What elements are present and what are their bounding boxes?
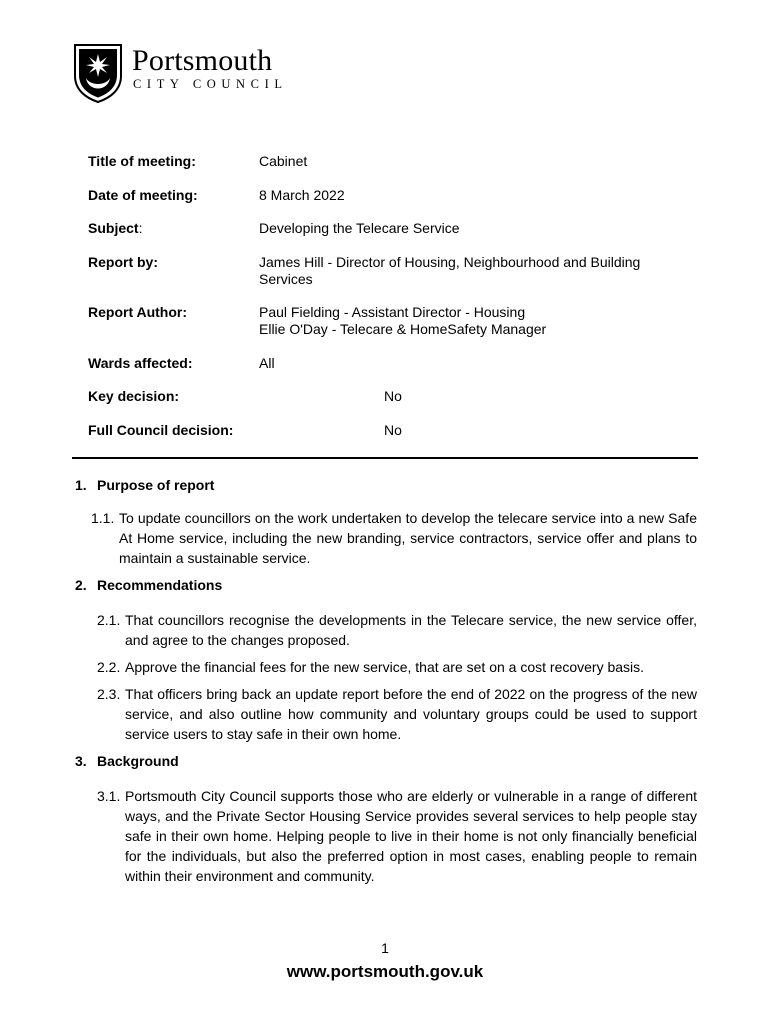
paragraph-text: Approve the financial fees for the new service, that are set on a cost recovery basis. [125,659,645,675]
paragraph-text: To update councillors on the work undertaken to develop the telecare service into a new Safe At Home service, including the new branding, service contractors, service offer and plans to maintain a sustainable service. [119,510,697,566]
date-label: Date of meeting: [88,187,198,203]
paragraph-text: That councillors recognise the developments in the Telecare service, the new service offer, and agree to the changes proposed. [125,612,697,648]
logo-name: Portsmouth [132,44,273,77]
wards-value: All [259,355,275,371]
report-by-line-2: Services [259,271,313,287]
title-value: Cabinet [259,153,308,169]
subject-label-text: Subject [88,220,139,236]
paragraph-number: 2.1. [97,612,121,628]
date-value: 8 March 2022 [259,187,345,203]
paragraph-2-2 [97,657,705,677]
paragraph-2-3 [97,684,697,744]
subject-label [88,220,142,237]
report-author-line-2: Ellie O'Day - Telecare & HomeSafety Manager [259,321,547,337]
key-decision-value: No [384,388,402,404]
paragraph-3-1 [97,786,697,886]
report-by-label: Report by: [88,254,158,270]
section-number: 3. [75,753,87,769]
paragraph-number: 3.1. [97,788,121,804]
portsmouth-crest-icon [72,42,124,104]
section-heading-purpose [75,477,214,493]
paragraph-number: 2.2. [97,659,121,675]
section-heading-recommendations [75,577,222,593]
paragraph-2-1 [97,610,697,650]
paragraph-text: Portsmouth City Council supports those who are elderly or vulnerable in a range of different ways, and the Private Sector Housing Service provides several services to help people stay safe in their own home. Helping people to live in their home is not only financially beneficial for the individuals, but also the preferred option in most cases, enabling people to remain within their environment and community. [125,788,697,884]
subject-colon: : [138,220,143,236]
report-author-line-1: Paul Fielding - Assistant Director - Housing [259,304,526,320]
subject-value: Developing the Telecare Service [259,220,460,236]
section-title: Recommendations [97,577,223,593]
page-number: 1 [381,940,389,956]
section-title: Background [97,753,179,769]
title-label: Title of meeting: [88,153,196,169]
footer-url[interactable]: www.portsmouth.gov.uk [286,962,484,981]
meeting-details [88,153,708,453]
section-title: Purpose of report [97,477,215,493]
wards-label: Wards affected: [88,355,193,371]
key-decision-label: Key decision: [88,388,180,404]
logo-subtitle: CITY COUNCIL [133,77,288,91]
paragraph-number: 2.3. [97,686,121,702]
report-author-label: Report Author: [88,304,188,320]
section-number: 1. [75,477,87,493]
paragraph-1-1 [91,508,697,568]
report-by-line-1: James Hill - Director of Housing, Neighbourhood and Building [259,254,641,270]
paragraph-number: 1.1. [91,510,115,526]
section-heading-background [75,753,179,769]
full-council-label: Full Council decision: [88,422,234,438]
divider [72,457,698,459]
council-logo [72,42,302,106]
section-number: 2. [75,577,87,593]
full-council-value: No [384,422,402,438]
paragraph-text: That officers bring back an update report before the end of 2022 on the progress of the new service, and also outline how community and voluntary groups could be used to support service users to stay safe in their own home. [125,686,697,742]
